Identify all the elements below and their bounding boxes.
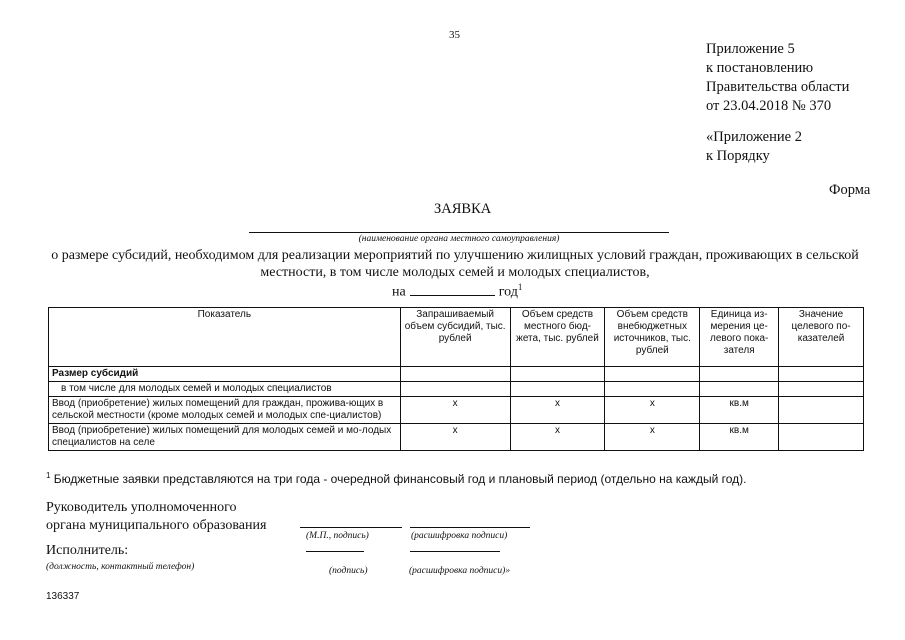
table-cell: x [510,424,605,451]
table-cell [605,367,700,382]
table-cell [400,382,510,397]
header-unit: Единица из-мерения це-левого пока-зателя [700,308,779,367]
appendix-block [706,40,849,116]
table-cell [700,367,779,382]
table-cell: x [400,397,510,424]
table-cell: кв.м [700,424,779,451]
head-decode-caption: (расшифровка подписи) [411,531,508,541]
appendix-line-1: Приложение 5 [706,41,795,57]
footnote [46,471,747,486]
appendix-2-line-1: «Приложение 2 [706,129,802,145]
document-number: 136337 [46,591,80,602]
footnote-text: Бюджетные заявки представляются на три года - очередной финансовый год и плановый период (отдельно на каждый год). [53,472,747,486]
header-indicator: Показатель [49,308,401,367]
executor-signature-caption: (подпись) [329,566,368,576]
year-row [392,282,522,301]
table-cell [510,367,605,382]
head-decode-line [410,527,530,528]
header-local-budget: Объем средств местного бюд-жета, тыс. рублей [510,308,605,367]
appendix-line-2: к постановлению [706,60,814,76]
table-cell [779,382,864,397]
head-signature-caption: (М.П., подпись) [306,531,369,541]
table-row [49,367,864,382]
table-header-row [49,308,864,367]
table-cell [700,382,779,397]
table-row [49,424,864,451]
appendix-2-block [706,128,802,166]
footnote-mark: 1 [46,471,51,480]
table-cell [605,382,700,397]
subsidy-table [48,307,864,451]
head-line-2: органа муниципального образования [46,518,267,533]
table-cell: x [605,424,700,451]
executor-decode-caption: (расшифровка подписи)» [409,566,511,576]
table-row [49,382,864,397]
table-cell: кв.м [700,397,779,424]
row-label: Размер субсидий [49,367,401,382]
header-extra-budget: Объем средств внебюджетных источников, тыс. рублей [605,308,700,367]
appendix-2-line-2: к Порядку [706,148,770,164]
footnote-ref: 1 [517,282,523,292]
table-row [49,397,864,424]
head-line-1: Руководитель уполномоченного [46,500,237,515]
row-label: Ввод (приобретение) жилых помещений для молодых семей и мо-лодых специалистов на селе [49,424,401,451]
year-blank [410,295,495,296]
row-label: Ввод (приобретение) жилых помещений для граждан, прожива-ющих в сельской местности (кроме молодых семей и молодых спе-циалистов) [49,397,401,424]
table-cell [779,424,864,451]
header-target-value: Значение целевого по-казателей [779,308,864,367]
page-number: 35 [449,29,460,41]
appendix-line-4: от 23.04.2018 № 370 [706,98,832,114]
row-label: в том числе для молодых семей и молодых специалистов [49,382,401,397]
table-cell [779,397,864,424]
executor-label: Исполнитель: [46,543,129,558]
year-prefix: на [392,284,406,300]
table-cell [779,367,864,382]
org-name-line [249,232,669,233]
table-cell: x [510,397,605,424]
document-title: ЗАЯВКА [434,201,492,217]
head-title [46,499,266,535]
year-suffix: год [498,284,518,300]
header-requested: Запрашиваемый объем субсидий, тыс. рублей [400,308,510,367]
table-cell: x [400,424,510,451]
executor-decode-line [410,551,500,552]
executor-signature-line [306,551,364,552]
appendix-line-3: Правительства области [706,79,850,95]
form-label: Форма [829,182,871,198]
table-cell [510,382,605,397]
table-cell [400,367,510,382]
org-name-caption: (наименование органа местного самоуправления) [358,234,560,244]
head-signature-line [300,527,402,528]
request-subject: о размере субсидий, необходимом для реализации мероприятий по улучшению жилищных условий граждан, проживающих в сельской местности, в том числе молодых семей и молодых специалистов, [51,248,859,280]
executor-caption: (должность, контактный телефон) [46,562,195,572]
table-cell: x [605,397,700,424]
